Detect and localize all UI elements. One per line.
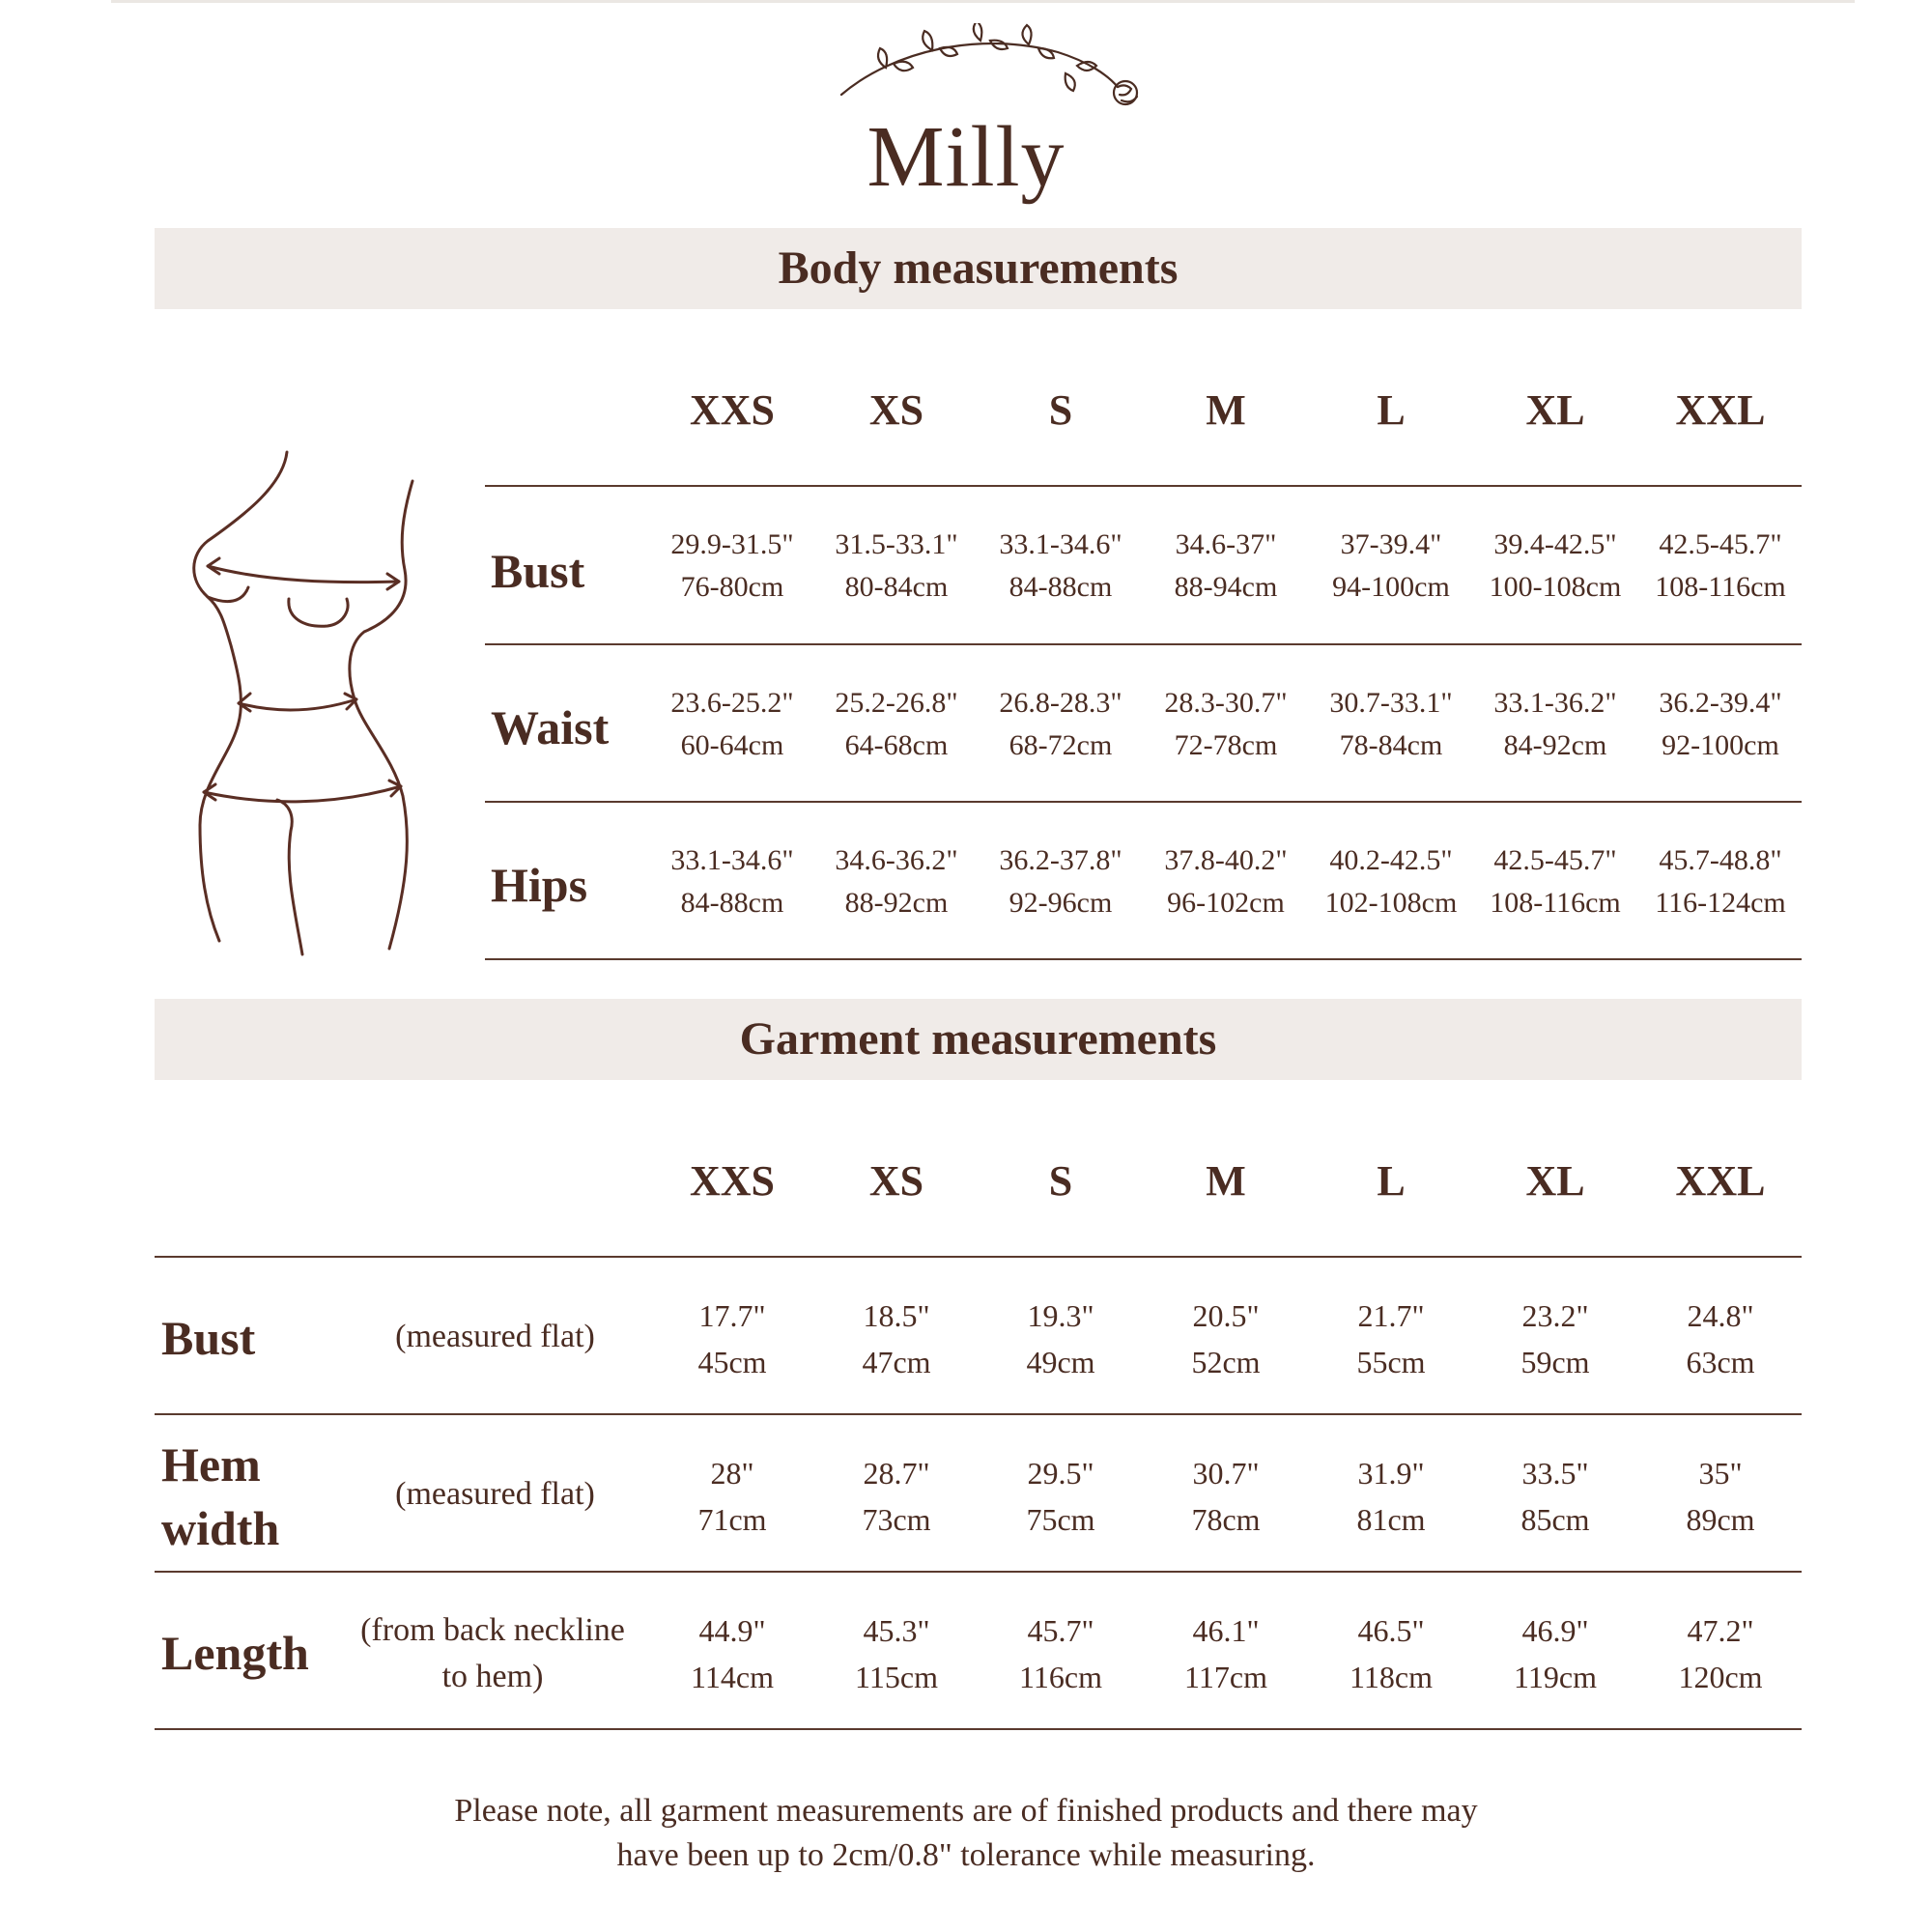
size-header-xxl: XXL [1675,386,1766,434]
table-cell-m: 30.7" 78cm [1191,1456,1261,1537]
floral-sprig-icon [836,23,1145,120]
top-divider [111,0,1855,3]
table-cell-xs: 28.7" 73cm [862,1456,931,1537]
table-cell-s: 19.3" 49cm [1026,1298,1095,1379]
table-cell-s: 36.2-37.8" 92-96cm [999,844,1122,919]
table-cell-l: 31.9" 81cm [1356,1456,1426,1537]
body-row-hips [0,805,1932,959]
size-header-m: M [1206,386,1246,434]
row-label: Bust [491,544,585,598]
body-measurements-heading: Body measurements [155,228,1802,309]
size-header-m: M [1206,1157,1246,1205]
body-row-bust [0,489,1932,643]
size-header-s: S [1048,1157,1073,1205]
table-cell-m: 34.6-37" 88-94cm [1174,528,1278,603]
table-cell-xs: 25.2-26.8" 64-68cm [835,687,958,761]
garment-row-hem-width [0,1417,1932,1572]
size-header-l: L [1377,1157,1406,1205]
table-cell-xxs: 44.9" 114cm [691,1613,774,1694]
table-cell-l: 46.5" 118cm [1350,1613,1433,1694]
brand-title: Milly [867,109,1065,205]
table-cell-m: 28.3-30.7" 72-78cm [1164,687,1288,761]
size-header-s: S [1048,386,1073,434]
table-cell-xxs: 28" 71cm [697,1456,767,1537]
table-cell-xxl: 24.8" 63cm [1686,1298,1755,1379]
table-cell-xl: 42.5-45.7" 108-116cm [1490,844,1621,919]
table-cell-xxl: 42.5-45.7" 108-116cm [1655,528,1786,603]
divider [155,1571,1802,1573]
size-header-xxl: XXL [1675,1157,1766,1205]
garment-size-header [0,1152,1932,1210]
size-header-xxs: XXS [689,1157,776,1205]
table-cell-xs: 31.5-33.1" 80-84cm [835,528,958,603]
table-cell-xxl: 36.2-39.4" 92-100cm [1659,687,1782,761]
table-cell-s: 29.5" 75cm [1026,1456,1095,1537]
table-cell-l: 40.2-42.5" 102-108cm [1324,844,1458,919]
table-cell-xxs: 17.7" 45cm [697,1298,767,1379]
garment-measurements-heading: Garment measurements [155,999,1802,1080]
table-cell-m: 37.8-40.2" 96-102cm [1164,844,1288,919]
row-label: Hem width [161,1437,280,1555]
size-header-xl: XL [1525,1157,1585,1205]
divider [155,1256,1802,1258]
divider [485,643,1802,645]
table-cell-xs: 34.6-36.2" 88-92cm [835,844,958,919]
size-header-xxs: XXS [689,386,776,434]
table-cell-xxs: 29.9-31.5" 76-80cm [670,528,794,603]
divider [485,801,1802,803]
table-cell-xl: 33.5" 85cm [1520,1456,1590,1537]
divider [155,1728,1802,1730]
row-label: Waist [491,700,610,754]
table-cell-xs: 45.3" 115cm [855,1613,938,1694]
table-cell-l: 30.7-33.1" 78-84cm [1329,687,1453,761]
row-label: Length [161,1626,309,1680]
table-cell-m: 46.1" 117cm [1184,1613,1267,1694]
table-cell-xxl: 45.7-48.8" 116-124cm [1655,844,1786,919]
size-header-xs: XS [868,386,924,434]
table-cell-l: 21.7" 55cm [1356,1298,1426,1379]
divider [155,1413,1802,1415]
table-cell-xl: 23.2" 59cm [1520,1298,1590,1379]
table-cell-xxs: 33.1-34.6" 84-88cm [670,844,794,919]
garment-row-length [0,1575,1932,1729]
table-cell-xxl: 35" 89cm [1686,1456,1755,1537]
divider [485,485,1802,487]
body-row-waist [0,647,1932,802]
garment-row-bust [0,1260,1932,1414]
table-cell-s: 26.8-28.3" 68-72cm [999,687,1122,761]
table-cell-xs: 18.5" 47cm [862,1298,931,1379]
body-size-header [0,382,1932,440]
row-note: (from back neckline to hem) [360,1612,625,1694]
table-cell-xxs: 23.6-25.2" 60-64cm [670,687,794,761]
row-label: Hips [491,858,588,912]
size-header-xl: XL [1525,386,1585,434]
table-cell-xl: 33.1-36.2" 84-92cm [1493,687,1617,761]
divider [485,958,1802,960]
table-cell-s: 33.1-34.6" 84-88cm [999,528,1122,603]
row-label: Bust [161,1311,256,1365]
size-header-l: L [1377,386,1406,434]
table-cell-xl: 46.9" 119cm [1514,1613,1597,1694]
size-header-xs: XS [868,1157,924,1205]
table-cell-s: 45.7" 116cm [1019,1613,1102,1694]
row-note: (measured flat) [395,1476,595,1512]
table-cell-xl: 39.4-42.5" 100-108cm [1489,528,1622,603]
table-cell-m: 20.5" 52cm [1191,1298,1261,1379]
table-cell-xxl: 47.2" 120cm [1678,1613,1763,1694]
tolerance-footnote: Please note, all garment measurements are of finished products and there may have been up to 2cm/0.8" tolerance while measuring. [454,1793,1478,1873]
table-cell-l: 37-39.4" 94-100cm [1332,528,1450,603]
row-note: (measured flat) [395,1319,595,1354]
